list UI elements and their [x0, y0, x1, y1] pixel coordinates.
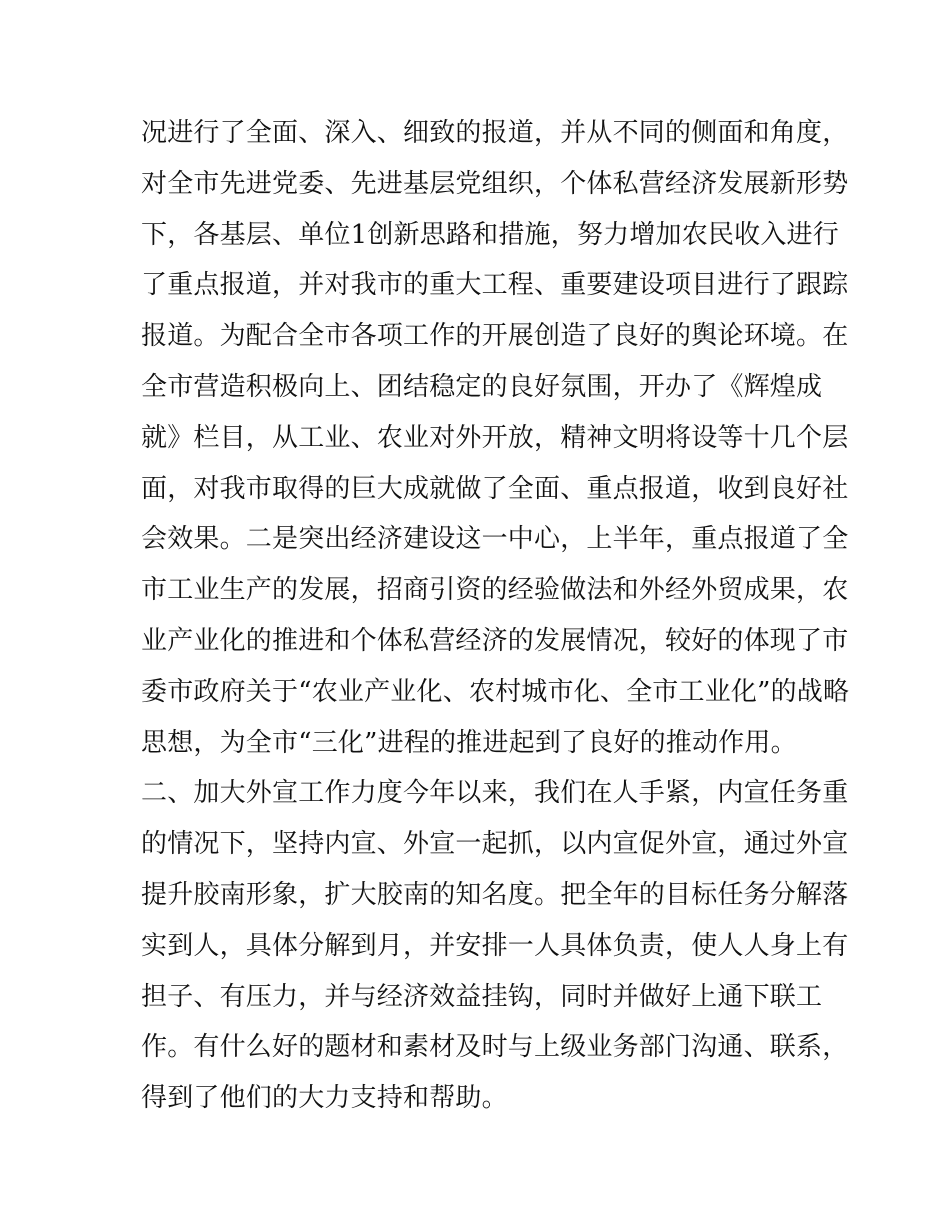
- text-line: 提升胶南形象，扩大胶南的知名度。把全年的目标任务分解落: [141, 879, 849, 910]
- text-line: 况进行了全面、深入、细致的报道，并从不同的侧面和角度，: [141, 118, 849, 148]
- text-line: 就》栏目，从工业、农业对外开放，精神文明将设等十几个层: [141, 422, 849, 453]
- text-line: 面，对我市取得的巨大成就做了全面、重点报道，收到良好社: [141, 473, 849, 504]
- text-line: 全市营造积极向上、团结稳定的良好氛围，开办了《辉煌成: [141, 371, 823, 402]
- text-line: 的情况下，坚持内宣、外宣一起抓，以内宣促外宣，通过外宣: [141, 829, 849, 860]
- text-line: 实到人，具体分解到月，并安排一人具体负责，使人人身上有: [141, 930, 849, 961]
- text-line: 了重点报道，并对我市的重大工程、重要建设项目进行了跟踪: [141, 270, 849, 301]
- body-text: [141, 108, 850, 1124]
- text-line: 作。有什么好的题材和素材及时与上级业务部门沟通、联系，: [141, 1032, 849, 1063]
- text-line: 担子、有压力，并与经济效益挂钩，同时并做好上通下联工: [141, 981, 823, 1012]
- text-line: 二、加大外宣工作力度今年以来，我们在人手紧，内宣任务重: [141, 778, 849, 809]
- text-line: 报道。为配合全市各项工作的开展创造了良好的舆论环境。在: [141, 321, 849, 352]
- text-line: 会效果。二是突出经济建设这一中心，上半年，重点报道了全: [141, 524, 849, 555]
- text-line: 得到了他们的大力支持和帮助。: [141, 1083, 508, 1114]
- text-line: 市工业生产的发展，招商引资的经验做法和外经外贸成果，农: [141, 575, 849, 606]
- text-line: 业产业化的推进和个体私营经济的发展情况，较好的体现了市: [141, 625, 849, 656]
- text-line: 下，各基层、单位1创新思路和措施，努力增加农民收入进行: [141, 219, 839, 250]
- text-line: 思想，为全市“三化”进程的推进起到了良好的推动作用。: [141, 727, 797, 758]
- text-line: 对全市先进党委、先进基层党组织，个体私营经济发展新形势: [141, 168, 849, 199]
- text-line: 委市政府关于“农业产业化、农村城市化、全市工业化”的战略: [141, 676, 850, 707]
